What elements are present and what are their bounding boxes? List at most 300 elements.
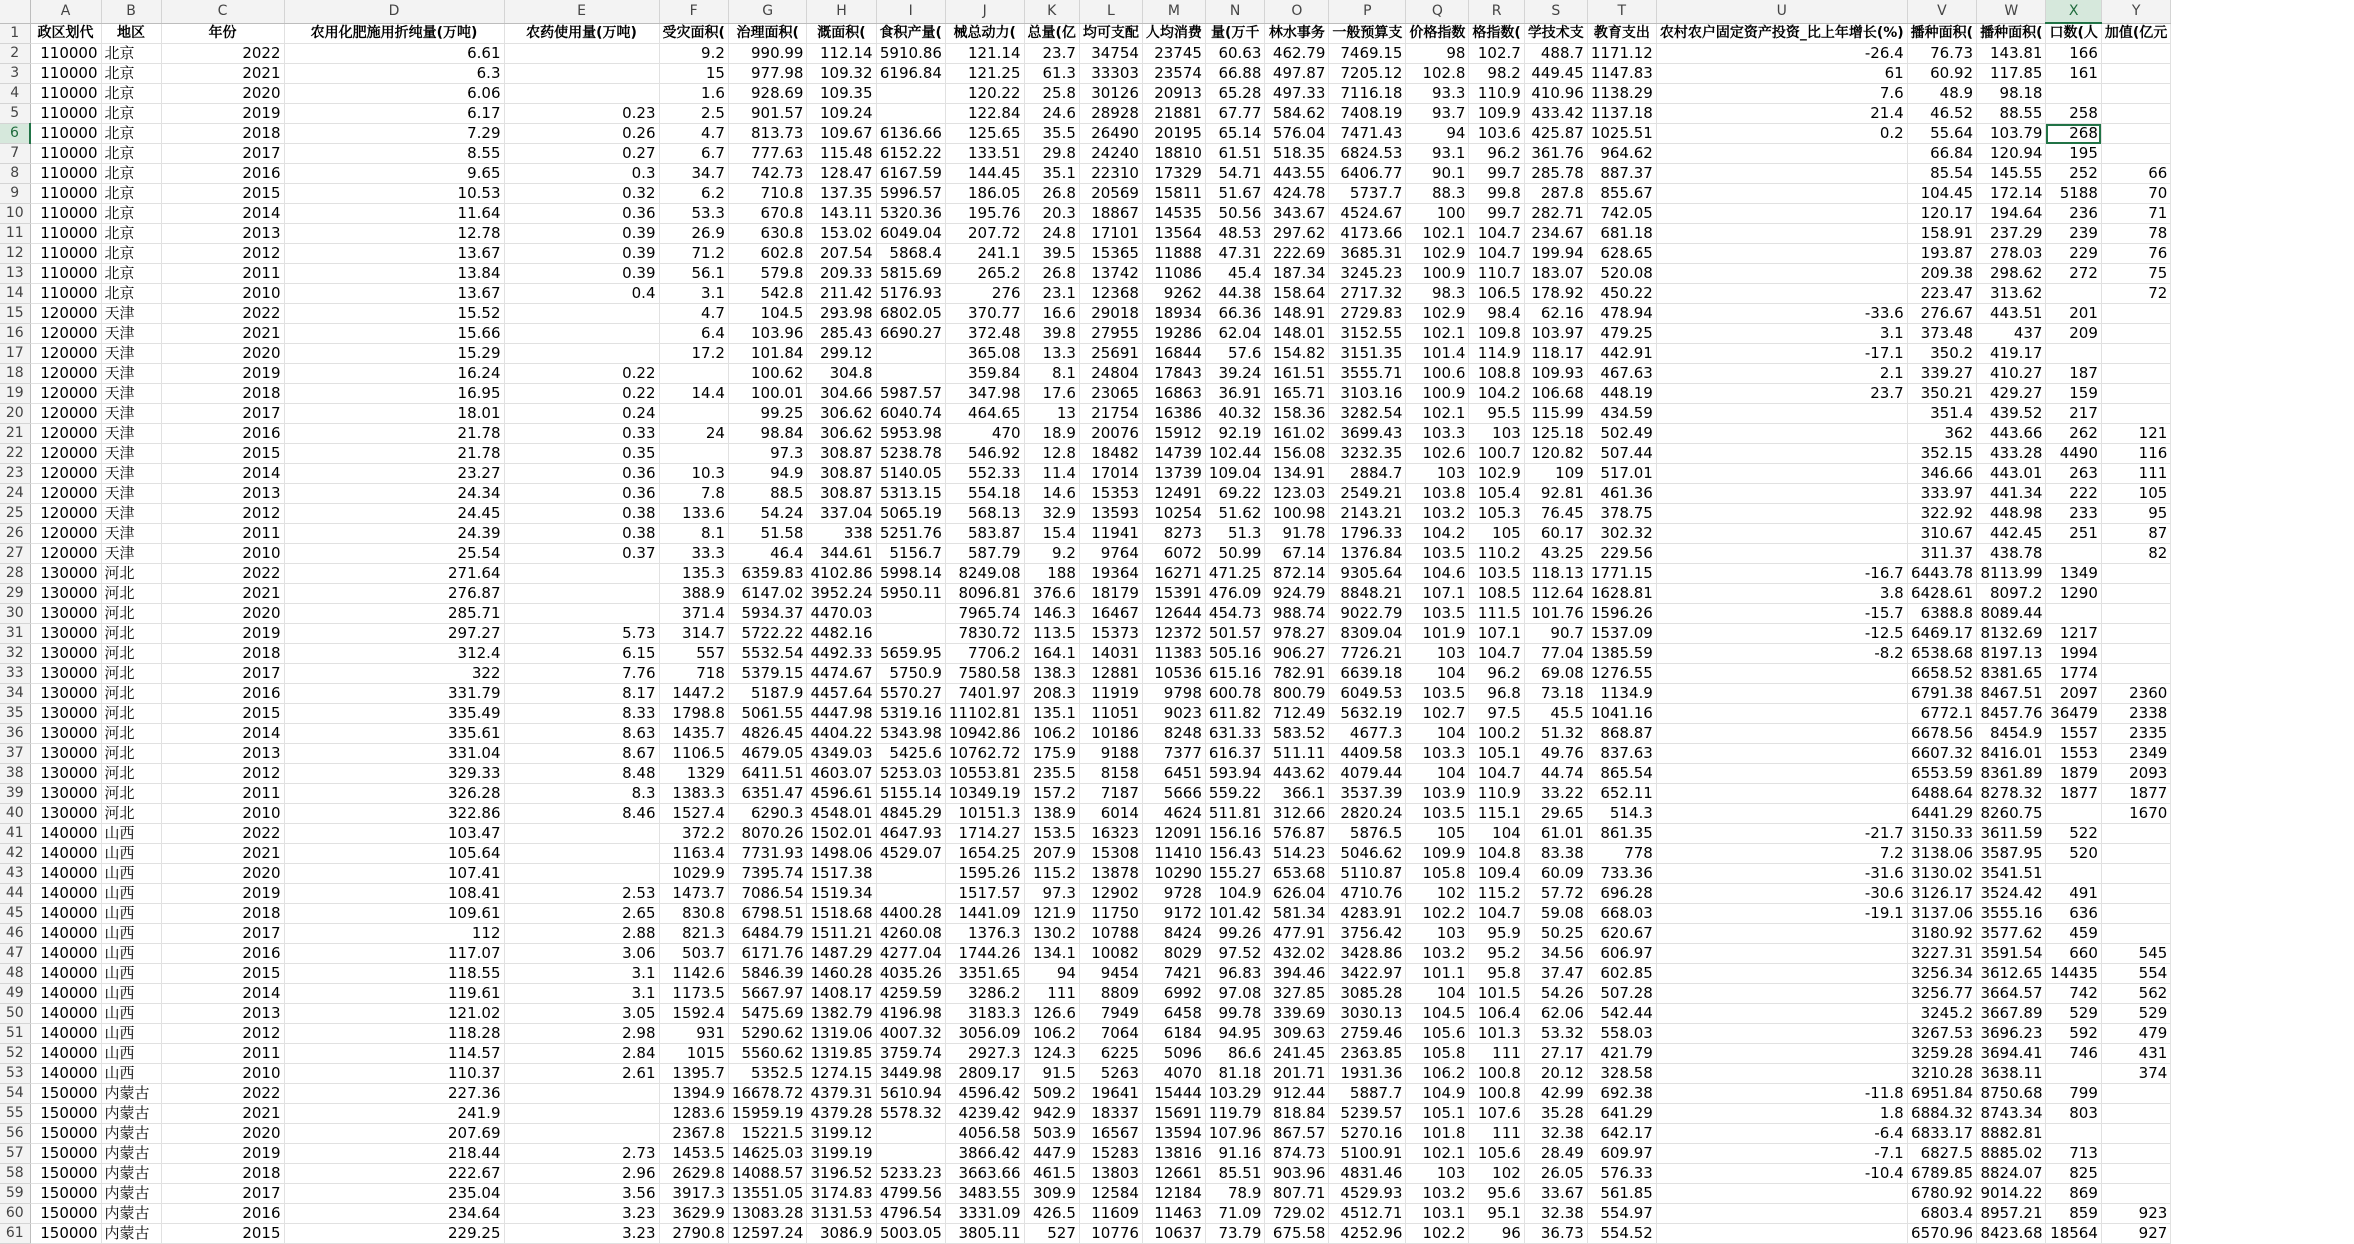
cell[interactable]: 13.67 [284, 284, 504, 304]
cell[interactable]: 110.9 [1469, 84, 1524, 104]
cell[interactable] [2046, 604, 2101, 624]
cell[interactable]: 2010 [161, 544, 284, 564]
cell[interactable]: 天津 [101, 344, 161, 364]
cell[interactable]: 13083.28 [728, 1204, 807, 1224]
cell[interactable]: 4007.32 [876, 1024, 945, 1044]
cell[interactable]: 373.48 [1907, 324, 1976, 344]
cell[interactable]: 104.7 [1469, 644, 1524, 664]
cell[interactable]: 529 [2101, 1004, 2170, 1024]
cell[interactable] [2101, 364, 2170, 384]
cell[interactable]: 102.1 [1406, 224, 1469, 244]
cell[interactable]: 51.3 [1205, 524, 1265, 544]
cell[interactable]: 837.63 [1587, 744, 1656, 764]
cell[interactable]: 8097.2 [1977, 584, 2046, 604]
cell[interactable]: 2143.21 [1329, 504, 1406, 524]
cell[interactable]: 6827.5 [1907, 1144, 1976, 1164]
cell[interactable] [2101, 64, 2170, 84]
cell[interactable]: 150000 [30, 1124, 101, 1144]
cell[interactable]: 9172 [1142, 904, 1205, 924]
cell[interactable]: 207.69 [284, 1124, 504, 1144]
cell[interactable]: 118.28 [284, 1024, 504, 1044]
cell[interactable]: 272 [2046, 264, 2101, 284]
cell[interactable]: 103.29 [1205, 1084, 1265, 1104]
cell[interactable]: 148.91 [1265, 304, 1329, 324]
cell[interactable]: 2022 [161, 824, 284, 844]
cell[interactable]: 8957.21 [1977, 1204, 2046, 1224]
row-header-55[interactable]: 55 [0, 1104, 30, 1124]
cell[interactable]: 6.17 [284, 104, 504, 124]
cell[interactable]: 5868.4 [876, 244, 945, 264]
cell[interactable]: 5290.62 [728, 1024, 807, 1044]
cell[interactable]: 3917.3 [659, 1184, 728, 1204]
cell[interactable]: 1744.26 [945, 944, 1024, 964]
cell[interactable]: 5560.62 [728, 1044, 807, 1064]
cell[interactable]: 5666 [1142, 784, 1205, 804]
cell[interactable]: 6658.52 [1907, 664, 1976, 684]
cell[interactable]: 18810 [1142, 144, 1205, 164]
cell[interactable]: 503.7 [659, 944, 728, 964]
cell[interactable]: 103.3 [1406, 744, 1469, 764]
cell[interactable]: 5238.78 [876, 444, 945, 464]
cell[interactable]: 11102.81 [945, 704, 1024, 724]
cell[interactable]: 115.2 [1024, 864, 1079, 884]
cell[interactable]: 103.5 [1406, 544, 1469, 564]
cell[interactable]: 11383 [1142, 644, 1205, 664]
cell[interactable]: 2019 [161, 1144, 284, 1164]
cell[interactable] [1656, 924, 1907, 944]
cell[interactable]: 106.4 [1469, 1004, 1524, 1024]
cell[interactable]: -16.7 [1656, 564, 1907, 584]
cell[interactable]: 338 [807, 524, 876, 544]
cell[interactable]: 158.64 [1265, 284, 1329, 304]
cell[interactable]: 25.54 [284, 544, 504, 564]
cell[interactable]: 121 [2101, 424, 2170, 444]
cell[interactable]: 5998.14 [876, 564, 945, 584]
cell[interactable] [504, 84, 659, 104]
cell[interactable]: 河北 [101, 624, 161, 644]
cell[interactable]: 1319.06 [807, 1024, 876, 1044]
cell[interactable]: 35.5 [1024, 124, 1079, 144]
cell[interactable]: 1798.8 [659, 704, 728, 724]
cell[interactable]: 3611.59 [1977, 824, 2046, 844]
cell[interactable]: 4470.03 [807, 604, 876, 624]
cell[interactable]: 3.1 [659, 284, 728, 304]
cell[interactable]: 554.97 [1587, 1204, 1656, 1224]
cell[interactable] [504, 844, 659, 864]
cell[interactable]: 222.67 [284, 1164, 504, 1184]
cell[interactable]: 579.8 [728, 264, 807, 284]
cell[interactable]: 450.22 [1587, 284, 1656, 304]
cell[interactable]: 103 [1406, 464, 1469, 484]
cell[interactable]: 12491 [1142, 484, 1205, 504]
cell[interactable]: -11.8 [1656, 1084, 1907, 1104]
cell[interactable]: 7187 [1079, 784, 1142, 804]
cell[interactable] [659, 364, 728, 384]
cell[interactable]: 28928 [1079, 104, 1142, 124]
cell[interactable]: 343.67 [1265, 204, 1329, 224]
cell[interactable] [2101, 384, 2170, 404]
cell[interactable]: 552.33 [945, 464, 1024, 484]
cell[interactable]: 102.9 [1406, 244, 1469, 264]
cell[interactable] [504, 44, 659, 64]
cell[interactable]: 8361.89 [1977, 764, 2046, 784]
cell[interactable]: 712.49 [1265, 704, 1329, 724]
cell[interactable] [1656, 664, 1907, 684]
cell[interactable]: 北京 [101, 104, 161, 124]
cell[interactable]: 15444 [1142, 1084, 1205, 1104]
cell[interactable]: 120000 [30, 424, 101, 444]
cell[interactable]: 114.9 [1469, 344, 1524, 364]
cell[interactable]: 433.28 [1977, 444, 2046, 464]
cell[interactable]: 130000 [30, 804, 101, 824]
cell[interactable]: 河北 [101, 704, 161, 724]
cell[interactable]: 9262 [1142, 284, 1205, 304]
cell[interactable]: 154.82 [1265, 344, 1329, 364]
cell[interactable]: 133.6 [659, 504, 728, 524]
cell[interactable]: 2022 [161, 304, 284, 324]
cell[interactable]: 10776 [1079, 1224, 1142, 1244]
cell[interactable]: 906.27 [1265, 644, 1329, 664]
cell[interactable]: 85.54 [1907, 164, 1976, 184]
cell[interactable]: 15912 [1142, 424, 1205, 444]
cell[interactable]: 13.84 [284, 264, 504, 284]
cell[interactable]: 98 [1406, 44, 1469, 64]
cell[interactable]: 1517.57 [945, 884, 1024, 904]
row-header-51[interactable]: 51 [0, 1024, 30, 1044]
cell[interactable]: 112 [284, 924, 504, 944]
cell[interactable]: 51.67 [1205, 184, 1265, 204]
cell[interactable]: 150000 [30, 1204, 101, 1224]
cell[interactable]: 265.2 [945, 264, 1024, 284]
row-header-26[interactable]: 26 [0, 524, 30, 544]
cell[interactable]: 1774 [2046, 664, 2101, 684]
cell[interactable]: 3138.06 [1907, 844, 1976, 864]
cell[interactable]: 128.47 [807, 164, 876, 184]
cell[interactable]: 867.57 [1265, 1124, 1329, 1144]
cell[interactable]: 33.3 [659, 544, 728, 564]
column-header-H[interactable]: H [807, 0, 876, 23]
cell[interactable]: 326.28 [284, 784, 504, 804]
cell[interactable]: 339.69 [1265, 1004, 1329, 1024]
cell[interactable]: 107.6 [1469, 1104, 1524, 1124]
cell[interactable]: 110.7 [1469, 264, 1524, 284]
cell[interactable]: 7.2 [1656, 844, 1907, 864]
cell[interactable]: 696.28 [1587, 884, 1656, 904]
cell[interactable]: 1395.7 [659, 1064, 728, 1084]
cell[interactable]: 229 [2046, 244, 2101, 264]
cell[interactable]: 477.91 [1265, 924, 1329, 944]
cell[interactable]: 542.8 [728, 284, 807, 304]
cell[interactable]: 333.97 [1907, 484, 1976, 504]
column-header-C[interactable]: C [161, 0, 284, 23]
cell[interactable] [504, 324, 659, 344]
cell[interactable]: 天津 [101, 484, 161, 504]
row-header-42[interactable]: 42 [0, 844, 30, 864]
cell[interactable]: 600.78 [1205, 684, 1265, 704]
cell[interactable]: 3694.41 [1977, 1044, 2046, 1064]
cell[interactable]: 0.3 [504, 164, 659, 184]
cell[interactable] [2101, 404, 2170, 424]
cell[interactable]: 443.51 [1977, 304, 2046, 324]
cell[interactable]: 443.55 [1265, 164, 1329, 184]
cell[interactable]: 443.62 [1265, 764, 1329, 784]
cell[interactable]: 1173.5 [659, 984, 728, 1004]
cell[interactable]: 554.18 [945, 484, 1024, 504]
cell[interactable]: 276.87 [284, 584, 504, 604]
row-header-60[interactable]: 60 [0, 1204, 30, 1224]
cell[interactable]: 229.25 [284, 1224, 504, 1244]
cell[interactable]: 1511.21 [807, 924, 876, 944]
cell[interactable]: 104 [1406, 724, 1469, 744]
cell[interactable]: 103.97 [1524, 324, 1587, 344]
cell[interactable]: 11.64 [284, 204, 504, 224]
cell[interactable] [1656, 1004, 1907, 1024]
cell[interactable] [2046, 544, 2101, 564]
cell[interactable]: 329.33 [284, 764, 504, 784]
cell[interactable]: 4447.98 [807, 704, 876, 724]
cell[interactable]: 6607.32 [1907, 744, 1976, 764]
cell[interactable] [1656, 704, 1907, 724]
cell[interactable]: 593.94 [1205, 764, 1265, 784]
cell[interactable]: 104.7 [1469, 764, 1524, 784]
row-header-4[interactable]: 4 [0, 84, 30, 104]
row-header-9[interactable]: 9 [0, 184, 30, 204]
cell[interactable]: 2020 [161, 1124, 284, 1144]
cell[interactable]: 72 [2101, 284, 2170, 304]
cell[interactable]: 207.9 [1024, 844, 1079, 864]
cell[interactable]: 130000 [30, 584, 101, 604]
cell[interactable]: 121.02 [284, 1004, 504, 1024]
cell[interactable]: 8.46 [504, 804, 659, 824]
cell[interactable]: 150000 [30, 1184, 101, 1204]
cell[interactable]: 6458 [1142, 1004, 1205, 1024]
cell[interactable]: 92.19 [1205, 424, 1265, 444]
cell[interactable] [1656, 424, 1907, 444]
cell[interactable]: 4529.93 [1329, 1184, 1406, 1204]
cell[interactable]: 18337 [1079, 1104, 1142, 1124]
cell[interactable]: 12372 [1142, 624, 1205, 644]
cell[interactable]: 505.16 [1205, 644, 1265, 664]
cell[interactable] [1656, 1024, 1907, 1044]
cell[interactable]: 5239.57 [1329, 1104, 1406, 1124]
cell[interactable]: 3667.89 [1977, 1004, 2046, 1024]
cell[interactable]: 17.2 [659, 344, 728, 364]
cell[interactable]: 5110.87 [1329, 864, 1406, 884]
cell[interactable]: 105.4 [1469, 484, 1524, 504]
row-header-27[interactable]: 27 [0, 544, 30, 564]
cell[interactable]: 4457.64 [807, 684, 876, 704]
cell[interactable]: 71 [2101, 204, 2170, 224]
cell[interactable]: 120000 [30, 464, 101, 484]
cell[interactable]: 447.9 [1024, 1144, 1079, 1164]
cell[interactable]: 23.1 [1024, 284, 1079, 304]
cell[interactable]: 503.9 [1024, 1124, 1079, 1144]
cell[interactable] [2101, 84, 2170, 104]
cell[interactable]: 2549.21 [1329, 484, 1406, 504]
cell[interactable]: 29018 [1079, 304, 1142, 324]
cell[interactable]: 87 [2101, 524, 2170, 544]
cell[interactable]: 95.1 [1469, 1204, 1524, 1224]
cell[interactable]: 96.83 [1205, 964, 1265, 984]
cell[interactable]: 887.37 [1587, 164, 1656, 184]
cell[interactable]: 227.36 [284, 1084, 504, 1104]
cell[interactable]: 71.09 [1205, 1204, 1265, 1224]
cell[interactable]: 3.1 [504, 964, 659, 984]
cell[interactable]: 606.97 [1587, 944, 1656, 964]
cell[interactable]: 120000 [30, 444, 101, 464]
row-header-32[interactable]: 32 [0, 644, 30, 664]
cell[interactable]: 16.6 [1024, 304, 1079, 324]
cell[interactable]: -12.5 [1656, 624, 1907, 644]
cell[interactable]: 476.09 [1205, 584, 1265, 604]
cell[interactable]: 30126 [1079, 84, 1142, 104]
cell[interactable]: 92.81 [1524, 484, 1587, 504]
column-header-E[interactable]: E [504, 0, 659, 23]
cell[interactable] [504, 864, 659, 884]
cell[interactable]: 7.6 [1656, 84, 1907, 104]
cell[interactable]: 5379.15 [728, 664, 807, 684]
cell[interactable]: 24.39 [284, 524, 504, 544]
cell[interactable] [2101, 624, 2170, 644]
cell[interactable]: 105.6 [1469, 1144, 1524, 1164]
cell[interactable] [1656, 1044, 1907, 1064]
cell[interactable]: 461.5 [1024, 1164, 1079, 1184]
row-header-53[interactable]: 53 [0, 1064, 30, 1084]
cell[interactable]: 2093 [2101, 764, 2170, 784]
cell[interactable]: 2.5 [659, 104, 728, 124]
cell[interactable]: 1502.01 [807, 824, 876, 844]
cell[interactable]: 104.45 [1907, 184, 1976, 204]
cell[interactable]: 1138.29 [1587, 84, 1656, 104]
cell[interactable]: 8.17 [504, 684, 659, 704]
cell[interactable]: 13.67 [284, 244, 504, 264]
cell[interactable]: 4796.54 [876, 1204, 945, 1224]
cell[interactable]: 17101 [1079, 224, 1142, 244]
cell[interactable]: 120000 [30, 384, 101, 404]
cell[interactable]: 478.94 [1587, 304, 1656, 324]
cell[interactable]: 9188 [1079, 744, 1142, 764]
cell[interactable]: 3664.57 [1977, 984, 2046, 1004]
cell[interactable]: 103.5 [1406, 604, 1469, 624]
cell[interactable]: 18179 [1079, 584, 1142, 604]
cell[interactable]: 110000 [30, 284, 101, 304]
column-title-cell[interactable]: 总量(亿 [1024, 23, 1079, 44]
cell[interactable]: 13594 [1142, 1124, 1205, 1144]
cell[interactable]: 439.52 [1977, 404, 2046, 424]
cell[interactable]: 27955 [1079, 324, 1142, 344]
cell[interactable]: 681.18 [1587, 224, 1656, 244]
cell[interactable]: 103.5 [1406, 684, 1469, 704]
cell[interactable] [2046, 864, 2101, 884]
cell[interactable]: 99.25 [728, 404, 807, 424]
cell[interactable]: 山西 [101, 964, 161, 984]
cell[interactable]: 4196.98 [876, 1004, 945, 1024]
cell[interactable]: 内蒙古 [101, 1184, 161, 1204]
cell[interactable] [2101, 324, 2170, 344]
cell[interactable]: 73.18 [1524, 684, 1587, 704]
row-header-23[interactable]: 23 [0, 464, 30, 484]
cell[interactable]: 7726.21 [1329, 644, 1406, 664]
cell[interactable]: 6678.56 [1907, 724, 1976, 744]
row-header-22[interactable]: 22 [0, 444, 30, 464]
cell[interactable]: 102.1 [1406, 324, 1469, 344]
cell[interactable]: 479.25 [1587, 324, 1656, 344]
cell[interactable]: 53.32 [1524, 1024, 1587, 1044]
cell[interactable]: 111 [1024, 984, 1079, 1004]
cell[interactable]: 335.61 [284, 724, 504, 744]
cell[interactable]: 18867 [1079, 204, 1142, 224]
cell[interactable]: 3150.33 [1907, 824, 1976, 844]
cell[interactable]: 8882.81 [1977, 1124, 2046, 1144]
row-header-38[interactable]: 38 [0, 764, 30, 784]
cell[interactable]: 44.38 [1205, 284, 1265, 304]
cell[interactable]: 120.22 [945, 84, 1024, 104]
cell[interactable]: 1171.12 [1587, 44, 1656, 64]
cell[interactable]: 内蒙古 [101, 1164, 161, 1184]
cell[interactable]: 271.64 [284, 564, 504, 584]
cell[interactable]: 河北 [101, 764, 161, 784]
cell[interactable]: 河北 [101, 804, 161, 824]
cell[interactable]: 108.41 [284, 884, 504, 904]
cell[interactable]: 104 [1406, 764, 1469, 784]
cell[interactable]: 56.1 [659, 264, 728, 284]
cell[interactable]: 26.8 [1024, 184, 1079, 204]
cell[interactable]: 111 [1469, 1044, 1524, 1064]
cell[interactable]: 331.04 [284, 744, 504, 764]
cell[interactable]: 104.2 [1406, 524, 1469, 544]
cell[interactable]: 山西 [101, 984, 161, 1004]
cell[interactable]: 140000 [30, 824, 101, 844]
cell[interactable]: 3.05 [504, 1004, 659, 1024]
cell[interactable]: 7205.12 [1329, 64, 1406, 84]
cell[interactable] [2101, 884, 2170, 904]
cell[interactable]: 19641 [1079, 1084, 1142, 1104]
cell[interactable]: 106.2 [1406, 1064, 1469, 1084]
cell[interactable]: 76 [2101, 244, 2170, 264]
column-title-cell[interactable]: 治理面积( [728, 23, 807, 44]
cell[interactable]: 135.1 [1024, 704, 1079, 724]
cell[interactable]: 103.96 [728, 324, 807, 344]
column-title-cell[interactable]: 学技术支 [1524, 23, 1587, 44]
cell[interactable]: 100.8 [1469, 1064, 1524, 1084]
cell[interactable]: 2020 [161, 864, 284, 884]
cell[interactable]: 3245.2 [1907, 1004, 1976, 1024]
cell[interactable]: 507.28 [1587, 984, 1656, 1004]
cell[interactable]: 830.8 [659, 904, 728, 924]
cell[interactable]: 2927.3 [945, 1044, 1024, 1064]
cell[interactable]: 2013 [161, 484, 284, 504]
cell[interactable]: 2011 [161, 264, 284, 284]
cell[interactable]: 322.86 [284, 804, 504, 824]
cell[interactable]: 103.2 [1406, 1184, 1469, 1204]
cell[interactable] [504, 564, 659, 584]
cell[interactable]: 16678.72 [728, 1084, 807, 1104]
cell[interactable]: 北京 [101, 264, 161, 284]
cell[interactable]: 10762.72 [945, 744, 1024, 764]
cell[interactable]: 576.04 [1265, 124, 1329, 144]
cell[interactable]: 内蒙古 [101, 1124, 161, 1144]
cell[interactable]: 7064 [1079, 1024, 1142, 1044]
cell[interactable]: 615.16 [1205, 664, 1265, 684]
cell[interactable]: 101.5 [1469, 984, 1524, 1004]
cell[interactable]: 222.69 [1265, 244, 1329, 264]
cell[interactable]: 124.3 [1024, 1044, 1079, 1064]
cell[interactable]: 4548.01 [807, 804, 876, 824]
cell[interactable]: 20.12 [1524, 1064, 1587, 1084]
cell[interactable]: 24 [659, 424, 728, 444]
cell[interactable] [1656, 164, 1907, 184]
cell[interactable]: 3629.9 [659, 1204, 728, 1224]
